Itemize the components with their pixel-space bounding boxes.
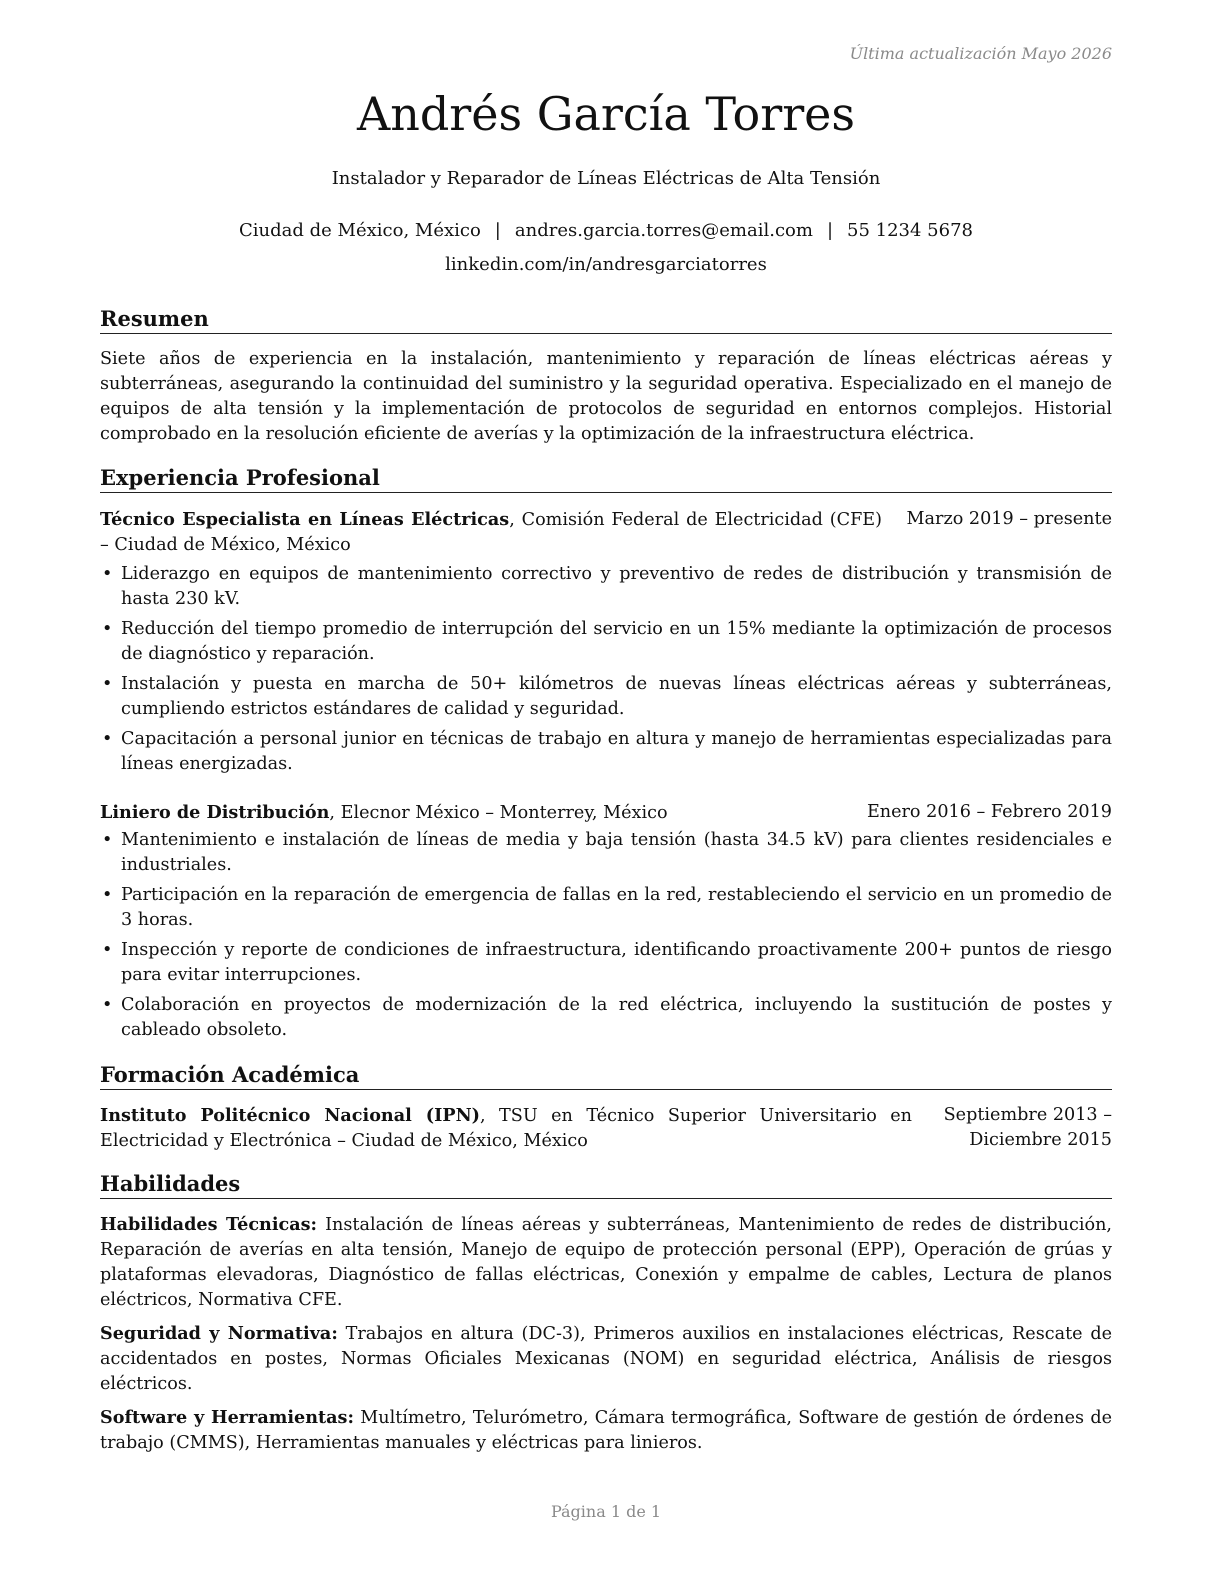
skill-group-label: Habilidades Técnicas: — [100, 1214, 318, 1235]
list-item: • Liderazgo en equipos de mantenimiento correctivo y preventivo de redes de distribución y transmisión de hasta 230 kV. — [100, 562, 1112, 612]
last-updated: Última actualización Mayo 2026 — [849, 44, 1112, 63]
job-dates: Marzo 2019 – presente — [906, 509, 1112, 529]
page-number: Página 1 de 1 — [550, 1502, 662, 1521]
education-detail: , TSU en Técnico Superior Universitario en Electricidad y Electrónica – Ciudad de México, México — [100, 1106, 912, 1151]
job-entry-2 — [100, 800, 1112, 1048]
education-dates: Septiembre 2013 – Diciembre 2015 — [943, 1105, 1112, 1150]
contact-separator: | — [494, 220, 501, 241]
education-entry — [100, 1103, 1112, 1154]
contact-location: Ciudad de México, México — [239, 220, 481, 241]
skill-group-label: Seguridad y Normativa: — [100, 1323, 338, 1344]
job-entry-1 — [100, 507, 1112, 782]
job-bullets — [100, 828, 1112, 1043]
list-item: • Participación en la reparación de emergencia de fallas en la red, restableciendo el servicio en un promedio de 3 horas. — [100, 883, 1112, 933]
skill-group-text: Trabajos en altura (DC-3), Primeros auxilios en instalaciones eléctricas, Rescate de accidentados en postes, Normas Oficiales Mexicanas (NOM) en seguridad eléctrica, Análisis de riesgos eléctricos. — [100, 1324, 1112, 1394]
skill-group-text: Instalación de líneas aéreas y subterráneas, Mantenimiento de redes de distribución, Reparación de averías en alta tensión, Manejo de equipo de protección personal (EPP), Operación de grúas y plataformas elevadoras, Diagnóstico de fallas eléctricas, Conexión y empalme de cables, Lectura de planos eléctricos, Normativa CFE. — [100, 1215, 1112, 1310]
skill-group-software — [100, 1405, 1112, 1456]
list-item: • Reducción del tiempo promedio de interrupción del servicio en un 15% mediante la optimización de procesos de diagnóstico y reparación. — [100, 617, 1112, 667]
contact-email[interactable]: andres.garcia.torres@email.com — [514, 220, 813, 241]
job-organization: , Elecnor México – Monterrey, México — [329, 803, 668, 823]
resume-page — [100, 0, 1112, 1584]
contact-linkedin[interactable]: linkedin.com/in/andresgarciatorres — [445, 254, 767, 275]
job-dates: Enero 2016 – Febrero 2019 — [866, 802, 1112, 822]
skill-group-text: Multímetro, Telurómetro, Cámara termográfica, Software de gestión de órdenes de trabajo (CMMS), Herramientas manuales y eléctricas para linieros. — [100, 1408, 1112, 1453]
education-institution: Instituto Politécnico Nacional (IPN) — [100, 1105, 480, 1126]
job-role: Técnico Especialista en Líneas Eléctricas — [100, 509, 510, 530]
contact-separator: | — [826, 220, 834, 241]
education-header — [100, 1103, 1112, 1154]
list-item: • Instalación y puesta en marcha de 50+ kilómetros de nuevas líneas eléctricas aéreas y subterráneas, cumpliendo estrictos estándares de calidad y seguridad. — [100, 672, 1112, 722]
job-role: Liniero de Distribución — [100, 802, 330, 823]
skill-group-safety — [100, 1321, 1112, 1397]
skill-group-technical — [100, 1212, 1112, 1313]
job-header — [100, 800, 1112, 826]
candidate-name: Andrés García Torres — [356, 87, 856, 141]
list-item: • Inspección y reporte de condiciones de infraestructura, identificando proactivamente 200+ puntos de riesgo para evitar interrupciones. — [100, 938, 1112, 988]
job-organization: , Comisión Federal de Electricidad (CFE) – Ciudad de México, México — [100, 510, 882, 555]
contact-phone: 55 1234 5678 — [847, 220, 973, 241]
skill-group-label: Software y Herramientas: — [100, 1407, 354, 1428]
skills-list — [100, 1212, 1112, 1464]
section-title-education: Formación Académica — [100, 1062, 1112, 1090]
section-title-summary: Resumen — [100, 306, 1112, 334]
summary-text: Siete años de experiencia en la instalación, mantenimiento y reparación de líneas eléctricas aéreas y subterráneas, asegurando la continuidad del suministro y la seguridad operativa. Especializado en el manejo de equipos de alta tensión y la implementación de protocolos de seguridad en entornos complejos. Historial comprobado en la resolución eficiente de averías y la optimización de la infraestructura eléctrica. — [100, 349, 1112, 444]
list-item: • Capacitación a personal junior en técnicas de trabajo en altura y manejo de herramientas especializadas para líneas energizadas. — [100, 727, 1112, 777]
section-title-experience: Experiencia Profesional — [100, 465, 1112, 493]
list-item: • Colaboración en proyectos de modernización de la red eléctrica, incluyendo la sustitución de postes y cableado obsoleto. — [100, 993, 1112, 1043]
job-header — [100, 507, 1112, 558]
contact-line — [100, 220, 1112, 241]
list-item: • Mantenimiento e instalación de líneas de media y baja tensión (hasta 34.5 kV) para clientes residenciales e industriales. — [100, 828, 1112, 878]
job-bullets — [100, 562, 1112, 777]
candidate-headline: Instalador y Reparador de Líneas Eléctricas de Alta Tensión — [331, 168, 881, 189]
section-title-skills: Habilidades — [100, 1171, 1112, 1199]
